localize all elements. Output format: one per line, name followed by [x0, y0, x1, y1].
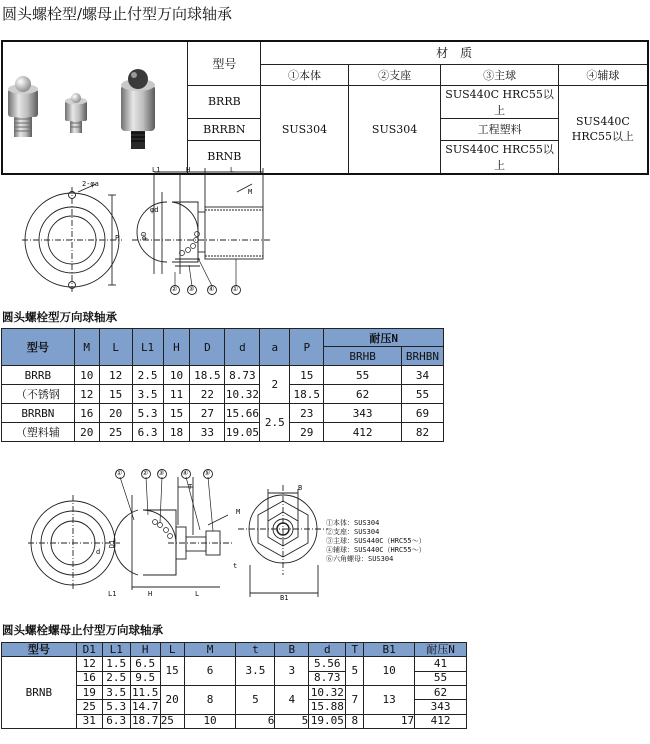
drawing-1 [22, 162, 292, 302]
t2-r4-d1: 25 [76, 700, 102, 714]
t1-a-1: 2 [260, 366, 290, 404]
t2-r1-d: 5.56 [309, 657, 346, 671]
product-photos [3, 53, 187, 161]
material-note-5: ⑥六角螺母：SUS304 [326, 555, 394, 563]
aux-ball-line1: SUS440C [576, 114, 630, 128]
d2-label-h: H [148, 590, 153, 598]
t2-h-h: H [130, 643, 160, 657]
t1-r3-l1: 5.3 [132, 404, 163, 423]
d1-part-1-label: ① [232, 285, 239, 293]
d2-part-4-label: ④ [182, 469, 189, 477]
material-note-2: ②支座：SUS304 [326, 528, 380, 536]
d1-label-pD: φD [140, 231, 149, 241]
t2-r1-d1: 12 [76, 657, 102, 671]
d1-label-h: H [186, 166, 191, 174]
t1-r2-dd: 10.32 [225, 385, 260, 404]
d1-part-4-label: ④ [208, 285, 215, 293]
t2-r5-l: 25 [160, 714, 184, 728]
d1-label-p: P [115, 234, 120, 242]
t2-h-d1: D1 [76, 643, 102, 657]
t2-h-t: t [236, 643, 275, 657]
t1-r4-d: 33 [190, 423, 225, 442]
material-header: 材 质 [261, 41, 648, 64]
t2-r5-b: 5 [275, 714, 309, 728]
t2-r2-l1: 2.5 [102, 671, 130, 685]
d1-part-2-label: ② [171, 285, 178, 293]
t2-h-b1: B1 [364, 643, 415, 657]
t1-r1-p: 15 [290, 366, 324, 385]
t1-model-4: （塑料辅 [2, 423, 75, 442]
t1-h-brhbn: BRHBN [401, 347, 443, 366]
t1-h-model: 型号 [2, 329, 75, 366]
t2-r5-tt: 8 [346, 714, 364, 728]
t2-r3-n: 62 [415, 685, 467, 699]
t2-g2-b: 4 [275, 685, 309, 714]
material-note-4: ④辅球：SUS440C（HRC55～） [326, 546, 426, 554]
model-brrbn: BRRBN [188, 118, 261, 140]
t1-r1-m: 10 [74, 366, 99, 385]
t1-h-load: 耐压N [324, 329, 444, 347]
d2-label-b1: B1 [280, 594, 289, 602]
t2-h-model: 型号 [2, 643, 77, 657]
d2-label-t: T [188, 483, 193, 491]
t1-r1-l: 12 [99, 366, 132, 385]
aux-ball-material [558, 85, 648, 174]
d1-label-pd: φd [150, 206, 159, 214]
t2-r2-d: 8.73 [309, 671, 346, 685]
t1-r1-d: 18.5 [190, 366, 225, 385]
d2-label-d1: D1 [108, 539, 117, 549]
t2-g2-tt: 7 [346, 685, 364, 714]
t2-r4-h: 14.7 [131, 699, 159, 713]
t1-r3-d: 27 [190, 404, 225, 423]
t1-r3-n1: 343 [324, 404, 402, 423]
t2-r1-l1: 1.5 [102, 657, 130, 671]
material-table [1, 40, 649, 175]
section2-title: 圆头螺栓螺母止付型万向球轴承 [2, 623, 163, 637]
d1-part-3-label: ③ [188, 285, 195, 293]
t1-r2-l1: 3.5 [132, 385, 163, 404]
t2-r4-l1: 5.3 [102, 700, 130, 714]
t2-h-l: L [160, 643, 184, 657]
model-header: 型号 [188, 41, 261, 85]
t1-h-h: H [163, 329, 190, 366]
t2-r3-l1: 3.5 [102, 685, 130, 699]
t2-g2-t: 5 [236, 685, 275, 714]
t2-r3-h: 11.5 [131, 685, 159, 699]
col-main-ball: ③主球 [441, 64, 558, 85]
t2-r3-d: 10.32 [310, 685, 344, 699]
t1-r1-h: 10 [163, 366, 190, 385]
t2-g1-b: 3 [275, 657, 309, 686]
d2-label-b: B [298, 484, 303, 492]
model-brrb: BRRB [188, 85, 261, 118]
t1-r2-n2: 55 [401, 385, 443, 404]
t2-r5-m: 10 [184, 714, 236, 728]
t1-r4-n2: 82 [401, 423, 443, 442]
main-ball-brrb: SUS440C HRC55以上 [441, 85, 558, 118]
t1-r3-n2: 69 [401, 404, 443, 423]
d1-label-l1: L1 [152, 166, 161, 174]
t1-r1-n2: 34 [401, 366, 443, 385]
t1-h-l1: L1 [132, 329, 163, 366]
t2-r5-l1: 6.3 [102, 714, 130, 728]
d1-label-m: M [248, 188, 253, 196]
t2-r5-n: 412 [415, 714, 467, 728]
t2-g2-b1: 13 [364, 685, 415, 714]
aux-ball-line2: HRC55以上 [571, 129, 635, 143]
material-note-3: ③主球：SUS440C（HRC55～） [326, 537, 426, 545]
table-2 [1, 642, 467, 729]
d2-part-3-label: ③ [158, 469, 165, 477]
t2-model: BRNB [2, 657, 77, 729]
t1-r3-h: 15 [163, 404, 190, 423]
t2-r4-n: 343 [415, 700, 467, 714]
d2-label-d: d [96, 548, 101, 556]
t1-r1-l1: 2.5 [132, 366, 163, 385]
t2-r5-t: 6 [236, 714, 275, 728]
t1-r2-p: 18.5 [290, 385, 324, 404]
d1-label-a: 2-φa [82, 180, 99, 188]
d2-label-tt: t [233, 562, 238, 570]
model-brnb: BRNB [188, 140, 261, 174]
t1-r3-l: 20 [99, 404, 132, 423]
material-notes [326, 519, 426, 564]
t1-r4-m: 20 [74, 423, 99, 442]
t2-g1-tt: 5 [346, 657, 364, 686]
t1-r4-p: 29 [290, 423, 324, 442]
t2-r5-d: 19.05 [310, 714, 344, 728]
d2-label-m: M [236, 508, 241, 516]
t1-r2-m: 12 [74, 385, 99, 404]
t1-h-m: M [74, 329, 99, 366]
d1-label-l: L [230, 166, 235, 174]
t1-model-2: （不锈钢 [2, 385, 75, 404]
t1-r2-h: 11 [163, 385, 190, 404]
material-note-1: ①本体：SUS304 [326, 519, 380, 527]
body-material: SUS304 [261, 85, 349, 174]
t2-h-b: B [275, 643, 309, 657]
t1-h-d: D [190, 329, 225, 366]
col-aux-ball: ④辅球 [558, 64, 648, 85]
t2-g2-l: 20 [160, 685, 184, 714]
d2-label-l1: L1 [108, 590, 117, 598]
t1-r2-d: 22 [190, 385, 225, 404]
t2-r2-h: 9.5 [130, 671, 160, 685]
t1-h-l: L [99, 329, 132, 366]
t1-r2-l: 15 [99, 385, 132, 404]
t2-g1-m: 6 [184, 657, 236, 686]
main-ball-brnb: SUS440C HRC55以上 [441, 140, 558, 174]
col-support: ②支座 [348, 64, 441, 85]
support-material: SUS304 [348, 85, 441, 174]
d2-part-1-label: ① [116, 469, 123, 477]
table-1 [1, 328, 444, 442]
t1-model-1: BRRB [2, 366, 75, 385]
t1-model-3: BRRBN [2, 404, 75, 423]
t2-r1-n: 41 [415, 657, 467, 671]
t1-r4-n1: 412 [324, 423, 402, 442]
t1-r3-m: 16 [74, 404, 99, 423]
d2-part-2-label: ② [142, 469, 149, 477]
t2-r1-h: 6.5 [130, 657, 160, 671]
t2-h-n: 耐压N [415, 643, 467, 657]
t1-r2-n1: 62 [324, 385, 402, 404]
t1-r3-p: 23 [290, 404, 324, 423]
page-title: 圆头螺栓型/螺母止付型万向球轴承 [2, 5, 233, 23]
main-ball-brrbn: 工程塑料 [441, 118, 558, 140]
t1-r4-l: 25 [99, 423, 132, 442]
product-photos-cell [2, 41, 191, 174]
t2-h-tt: T [346, 643, 364, 657]
t2-h-m: M [184, 643, 236, 657]
t2-g2-m: 8 [184, 685, 236, 714]
t2-r2-d1: 16 [76, 671, 102, 685]
t2-r2-n: 55 [415, 671, 467, 685]
t1-r4-dd: 19.05 [225, 423, 260, 442]
t2-h-d: d [309, 643, 346, 657]
t2-r4-d: 15.88 [310, 699, 344, 713]
d2-label-l: L [195, 590, 200, 598]
t1-r1-dd: 8.73 [225, 366, 260, 385]
t1-h-brhb: BRHB [324, 347, 402, 366]
section1-title: 圆头螺栓型万向球轴承 [2, 310, 117, 324]
t1-r4-l1: 6.3 [132, 423, 163, 442]
t2-h-l1: L1 [102, 643, 130, 657]
t2-g1-t: 3.5 [236, 657, 275, 686]
t1-h-p: P [290, 329, 324, 366]
t1-r1-n1: 55 [324, 366, 402, 385]
t2-r5-d1: 31 [76, 714, 102, 728]
t1-h-a: a [260, 329, 290, 366]
t2-r5-b1: 17 [364, 714, 415, 728]
t1-a-2: 2.5 [260, 404, 290, 442]
t2-g1-l: 15 [160, 657, 184, 686]
t2-g1-b1: 10 [364, 657, 415, 686]
t1-r4-h: 18 [163, 423, 190, 442]
d2-part-5-label: ⑤ [204, 469, 211, 477]
t2-r5-h: 18.7 [131, 714, 159, 728]
t1-r3-dd: 15.66 [225, 404, 260, 423]
t2-r3-d1: 19 [76, 685, 102, 699]
t1-h-dd: d [225, 329, 260, 366]
col-body: ①本体 [261, 64, 349, 85]
